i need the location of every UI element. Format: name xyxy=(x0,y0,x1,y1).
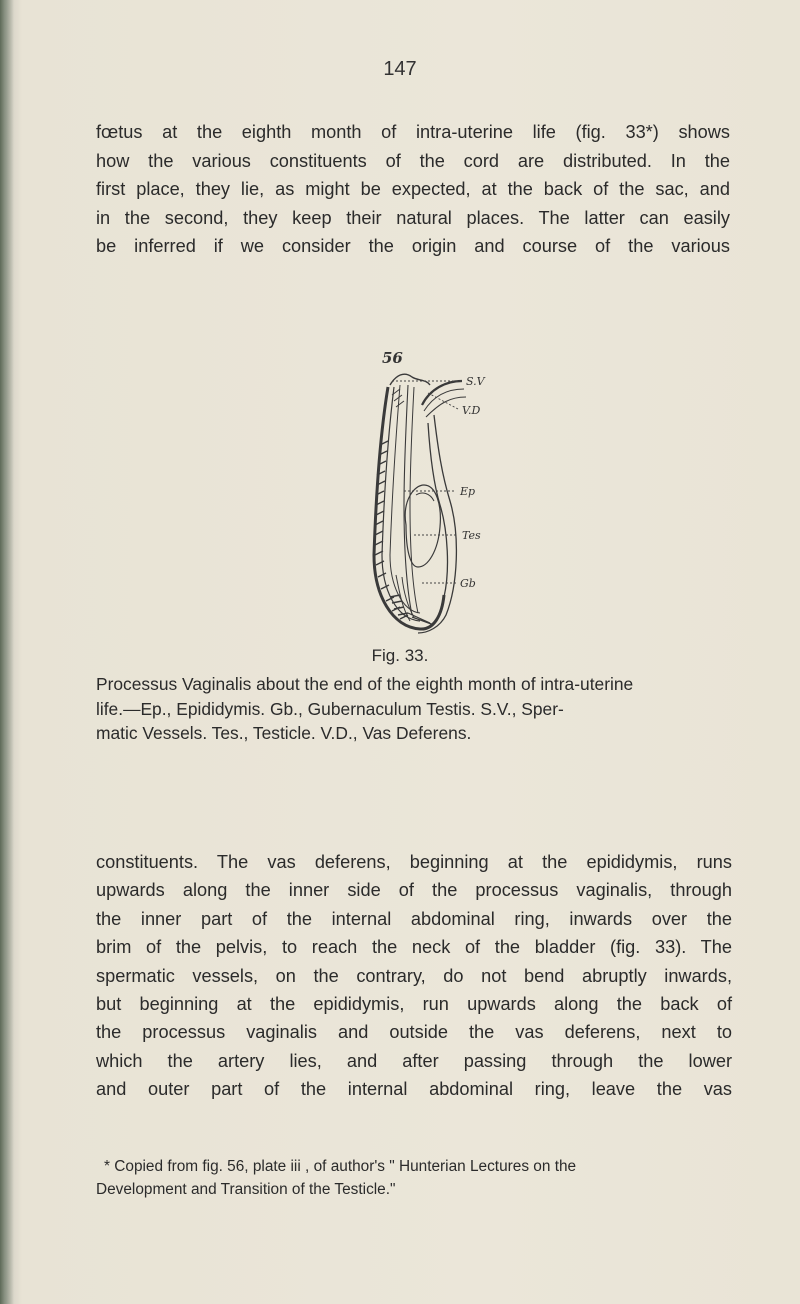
paragraph-line: and outer part of the internal abdominal ring, leave the vas xyxy=(96,1079,732,1100)
paragraph-line: be inferred if we consider the origin and course of the various xyxy=(96,236,730,257)
paragraph-line: but beginning at the epididymis, run upwards along the back of xyxy=(96,994,732,1015)
label-sv: S.V xyxy=(466,375,485,388)
footnote-line: Development and Transition of the Testicle." xyxy=(96,1181,396,1198)
paragraph-1 xyxy=(96,118,730,261)
caption-line: Processus Vaginalis about the end of the eighth month of intra-uterine xyxy=(96,674,634,694)
footnote xyxy=(96,1155,736,1201)
label-vd: V.D xyxy=(462,404,481,417)
paragraph-line: how the various constituents of the cord are distributed. In the xyxy=(96,150,730,171)
figure-title: Fig. 33. xyxy=(371,646,429,665)
paragraph-line: the processus vaginalis and outside the vas deferens, next to xyxy=(96,1022,732,1043)
figure-caption xyxy=(96,672,732,746)
paragraph-line: first place, they lie, as might be expected, at the back of the sac, and xyxy=(96,179,730,200)
footnote-line: * Copied from fig. 56, plate iii , of author's " Hunterian Lectures on the xyxy=(104,1158,577,1175)
label-gb: Gb xyxy=(460,577,476,590)
paragraph-line: brim of the pelvis, to reach the neck of the bladder (fig. 33). The xyxy=(96,937,732,958)
paragraph-line: spermatic vessels, on the contrary, do not bend abruptly inwards, xyxy=(96,965,732,986)
paragraph-line: fœtus at the eighth month of intra-uterine life (fig. 33*) shows xyxy=(96,122,730,142)
caption-line: matic Vessels. Tes., Testicle. V.D., Vas Deferens. xyxy=(96,723,472,743)
paragraph-line: the inner part of the internal abdominal ring, inwards over the xyxy=(96,908,732,929)
paragraph-line: which the artery lies, and after passing through the lower xyxy=(96,1050,732,1071)
paragraph-line: in the second, they keep their natural places. The latter can easily xyxy=(96,207,730,228)
paragraph-2 xyxy=(96,848,732,1104)
label-ep: Ep xyxy=(460,485,476,498)
figure-number-label: 56 xyxy=(382,349,403,367)
paragraph-line: upwards along the inner side of the processus vaginalis, through xyxy=(96,880,732,901)
paragraph-line: constituents. The vas deferens, beginning at the epididymis, runs xyxy=(96,852,732,872)
processus-vaginalis-drawing xyxy=(374,374,466,633)
anatomical-figure xyxy=(330,345,570,645)
label-tes: Tes xyxy=(462,529,481,542)
page-number: 147 xyxy=(383,58,417,80)
caption-line: life.—Ep., Epididymis. Gb., Gubernaculum Testis. S.V., Sper- xyxy=(96,698,564,719)
leader-lines xyxy=(392,381,464,583)
